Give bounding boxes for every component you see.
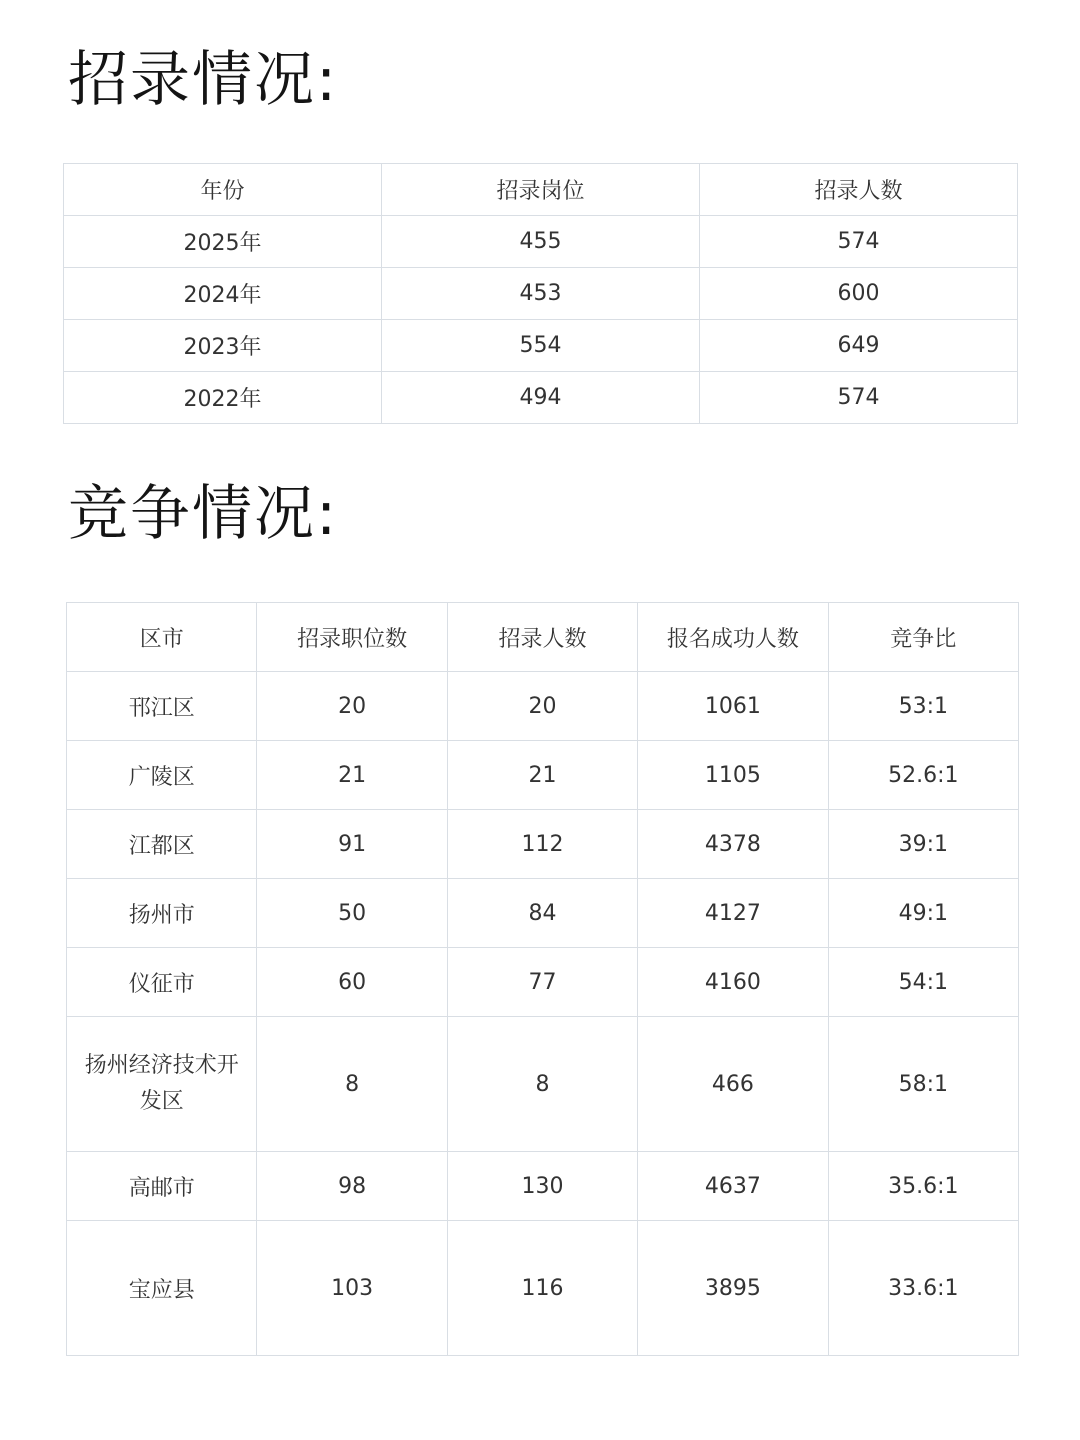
- cell-position-count: 50: [257, 879, 447, 948]
- table-row: [67, 879, 1019, 948]
- cell-position-count: 103: [257, 1221, 447, 1356]
- cell-district: 邗江区: [67, 672, 257, 741]
- cell-position-count: 8: [257, 1017, 447, 1152]
- table-header-row: [64, 164, 1018, 216]
- table-header-row: [67, 603, 1019, 672]
- header-hires: 招录人数: [700, 164, 1018, 216]
- cell-competition-ratio: 39:1: [828, 810, 1018, 879]
- cell-hire-count: 77: [447, 948, 637, 1017]
- cell-year: 2024年: [64, 268, 382, 320]
- cell-positions: 494: [382, 372, 700, 424]
- cell-hire-count: 20: [447, 672, 637, 741]
- table-row: [67, 672, 1019, 741]
- header-positions: 招录岗位: [382, 164, 700, 216]
- cell-district: 扬州市: [67, 879, 257, 948]
- cell-position-count: 60: [257, 948, 447, 1017]
- header-year: 年份: [64, 164, 382, 216]
- table-row: [67, 1221, 1019, 1356]
- table-row: [67, 948, 1019, 1017]
- table-row: [64, 320, 1018, 372]
- cell-applicant-count: 466: [638, 1017, 828, 1152]
- header-applicant-count: 报名成功人数: [638, 603, 828, 672]
- cell-applicant-count: 1105: [638, 741, 828, 810]
- header-position-count: 招录职位数: [257, 603, 447, 672]
- cell-year: 2023年: [64, 320, 382, 372]
- cell-district: 仪征市: [67, 948, 257, 1017]
- cell-hire-count: 112: [447, 810, 637, 879]
- cell-competition-ratio: 58:1: [828, 1017, 1018, 1152]
- cell-competition-ratio: 49:1: [828, 879, 1018, 948]
- cell-hires: 574: [700, 216, 1018, 268]
- cell-hire-count: 116: [447, 1221, 637, 1356]
- cell-applicant-count: 4378: [638, 810, 828, 879]
- cell-year: 2025年: [64, 216, 382, 268]
- competition-table: [66, 602, 1019, 1356]
- cell-hires: 649: [700, 320, 1018, 372]
- cell-hires: 574: [700, 372, 1018, 424]
- cell-positions: 455: [382, 216, 700, 268]
- cell-district: 江都区: [67, 810, 257, 879]
- competition-section-title: 竞争情况:: [68, 479, 339, 549]
- cell-competition-ratio: 35.6:1: [828, 1152, 1018, 1221]
- cell-hire-count: 130: [447, 1152, 637, 1221]
- table-row: [67, 1152, 1019, 1221]
- table-row: [64, 268, 1018, 320]
- table-row: [67, 810, 1019, 879]
- recruitment-table: [63, 163, 1018, 424]
- cell-applicant-count: 1061: [638, 672, 828, 741]
- cell-position-count: 20: [257, 672, 447, 741]
- cell-district: 扬州经济技术开发区: [67, 1017, 257, 1152]
- cell-applicant-count: 4637: [638, 1152, 828, 1221]
- header-hire-count: 招录人数: [447, 603, 637, 672]
- cell-applicant-count: 4160: [638, 948, 828, 1017]
- cell-district: 宝应县: [67, 1221, 257, 1356]
- recruitment-section-title: 招录情况:: [68, 45, 339, 115]
- cell-hire-count: 84: [447, 879, 637, 948]
- cell-positions: 554: [382, 320, 700, 372]
- header-district: 区市: [67, 603, 257, 672]
- cell-hires: 600: [700, 268, 1018, 320]
- table-row: [67, 741, 1019, 810]
- cell-competition-ratio: 53:1: [828, 672, 1018, 741]
- cell-hire-count: 8: [447, 1017, 637, 1152]
- table-row: [64, 372, 1018, 424]
- cell-position-count: 21: [257, 741, 447, 810]
- cell-applicant-count: 4127: [638, 879, 828, 948]
- cell-district: 广陵区: [67, 741, 257, 810]
- cell-competition-ratio: 54:1: [828, 948, 1018, 1017]
- cell-position-count: 98: [257, 1152, 447, 1221]
- cell-hire-count: 21: [447, 741, 637, 810]
- table-row: [64, 216, 1018, 268]
- cell-year: 2022年: [64, 372, 382, 424]
- cell-position-count: 91: [257, 810, 447, 879]
- cell-competition-ratio: 52.6:1: [828, 741, 1018, 810]
- cell-district: 高邮市: [67, 1152, 257, 1221]
- cell-positions: 453: [382, 268, 700, 320]
- cell-competition-ratio: 33.6:1: [828, 1221, 1018, 1356]
- table-row: [67, 1017, 1019, 1152]
- cell-applicant-count: 3895: [638, 1221, 828, 1356]
- header-competition-ratio: 竞争比: [828, 603, 1018, 672]
